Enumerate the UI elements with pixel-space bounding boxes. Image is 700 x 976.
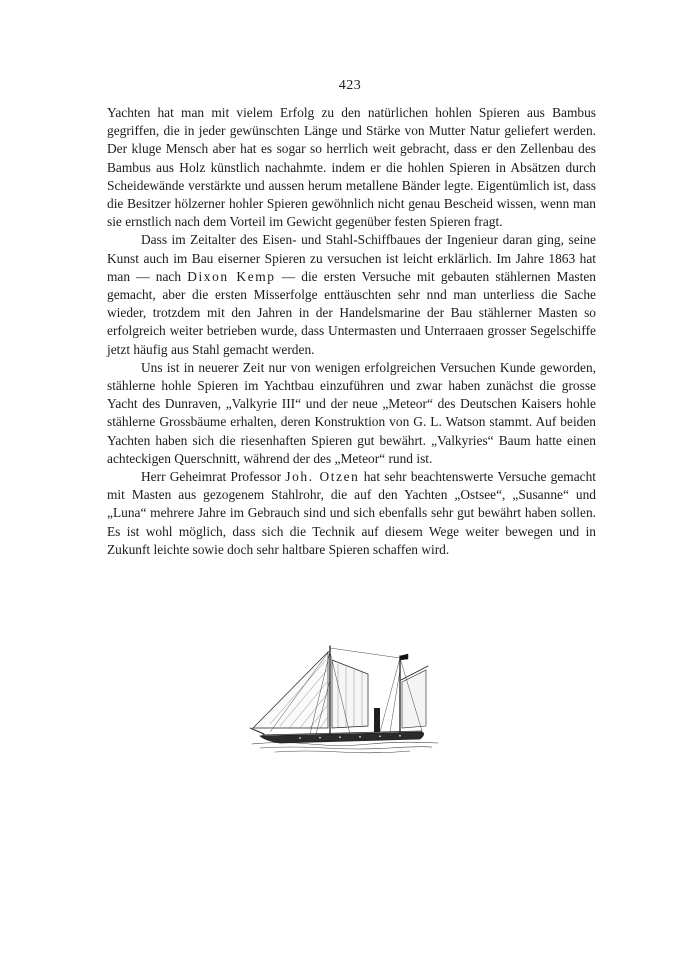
- main-sail: [402, 670, 426, 728]
- text-run: Herr Geheimrat Professor: [141, 469, 286, 485]
- fore-gaff-sail: [332, 660, 368, 728]
- text-run: hat sehr beachtenswerte Versuche gemacht mit Masten aus gezogenem Stahlrohr, die auf den Yachten „Ostsee“, „Susanne“ und „Luna“ mehrere Jahre im Gebrauch sind und sich ebenfalls sehr gut bewährt haben sollen. Es ist wohl möglich, dass sich die Technik auf diesem Wege weiter bewegen und in Zukunft leichte sowie doch sehr haltbare Spieren schaffen wird.: [107, 469, 596, 557]
- jib-sail: [253, 652, 328, 728]
- flag-icon: [400, 654, 408, 660]
- body-text: [107, 104, 596, 559]
- funnel: [374, 708, 380, 732]
- spaced-name: Joh. Otzen: [285, 469, 360, 485]
- sea-lines: [252, 742, 438, 753]
- hull: [260, 732, 424, 743]
- paragraph-4: [107, 468, 596, 559]
- text-run: Uns ist in neuerer Zeit nur von wenigen erfolgreichen Versuchen Kunde geworden, stählerne hohle Spieren im Yachtbau einzuführen und zwar haben zunächst die grosse Yacht des Dunraven, „Valkyrie III“ und der neue „Meteor“ des Deutschen Kaisers hohle stählerne Grossbäume erhalten, deren Konstruktion von G. L. Watson stammt. Auf beiden Yachten haben sich die riesenhaften Spieren gut bewährt. „Valkyries“ Baum hatte einen achteckigen Querschnitt, während der des „Meteor“ rund ist.: [107, 359, 596, 466]
- text-run: Yachten hat man mit vielem Erfolg zu den natürlichen hohlen Spieren aus Bambus gegriffen, die in jeder gewünschten Länge und Stärke von Mutter Natur geliefert werden. Der kluge Mensch aber hat es sogar so herrlich weit gebracht, dass er den Zellenbau des Bambus aus Holz künstlich nachahmte. indem er die hohlen Spieren in Absätzen durch Scheidewände verstärkte und aussen herum metallene Bänder legte. Eigentümlich ist, dass die Besitzer hölzerner hohler Spieren gewöhnlich nicht genau Bescheid wissen, wenn man sie ernstlich nach dem Vorteil im Gewicht gegenüber festen Spieren fragt.: [107, 105, 596, 230]
- spaced-name: Dixon Kemp: [187, 268, 276, 284]
- text-run: Dass im Zeitalter des Eisen- und Stahl-Schiffbaues der Ingenieur daran ging, seine Kunst auch im Bau eiserner Spieren zu versuchen ist leicht erklärlich. Im Jahre 1863 hat man — nach: [107, 232, 596, 284]
- text-run: — die ersten Versuche mit gebauten stählernen Masten gemacht, aber die ersten Misserfolge enttäuschten sehr nnd man unterliess die Sache wieder, trotzdem mit den Jahren in der Handelsmarine der Bau stählerner Masten so erfolgreich weiter betrieben wurde, dass Untermasten und Unterraaen grosser Segelschiffe jetzt häufig aus Stahl gemacht werden.: [107, 268, 596, 357]
- steam-yacht-illustration: [250, 640, 440, 758]
- paragraph-3: [107, 359, 596, 468]
- paragraph-1: [107, 104, 596, 231]
- page-number: 423: [338, 78, 362, 93]
- paragraph-2: [107, 231, 596, 358]
- bowsprit: [250, 728, 264, 734]
